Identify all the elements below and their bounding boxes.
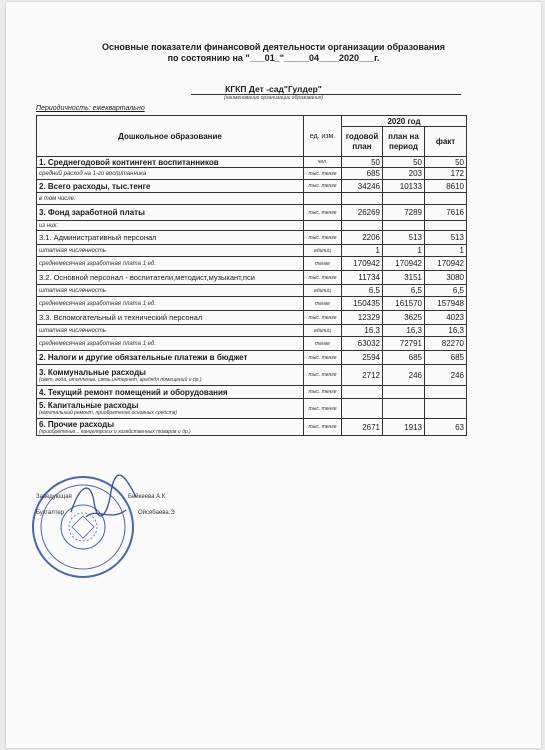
row-value-v1 (342, 221, 383, 231)
row-value-v3: 7616 (425, 205, 467, 221)
row-value-v1: 2594 (342, 351, 383, 365)
accountant-label: Бухгалтер (36, 510, 65, 516)
table-row (37, 419, 467, 436)
row-value-v3: 1 (425, 245, 467, 257)
row-value-v3: 63 (425, 419, 467, 436)
director-name: Бийкеева А.К (128, 494, 166, 500)
row-value-v3 (425, 221, 467, 231)
row-value-v2: 170942 (383, 257, 425, 271)
row-label-text: 1. Среднегодовой контингент воспитанников (39, 157, 219, 167)
row-label (37, 419, 304, 436)
table-row (37, 221, 467, 231)
row-value-v1: 2712 (342, 365, 383, 386)
row-label (37, 297, 304, 311)
row-value-v2: 72791 (383, 337, 425, 351)
row-value-v1: 2671 (342, 419, 383, 436)
document-page (6, 2, 541, 748)
row-label-text: штатная численность (39, 287, 107, 294)
row-unit: тыс. тенге (304, 351, 342, 365)
table-row (37, 285, 467, 297)
row-value-v3: 16,3 (425, 325, 467, 337)
table-row (37, 168, 467, 180)
row-value-v1: 50 (342, 157, 383, 168)
table-row (37, 257, 467, 271)
row-unit: чел. (304, 157, 342, 168)
row-label (37, 325, 304, 337)
table-row (37, 337, 467, 351)
row-label-text: среднемесячная заработная плата 1 ед. (39, 300, 156, 307)
table-row (37, 297, 467, 311)
row-unit: единиц (304, 285, 342, 297)
row-label-text: средний расход на 1-го воспитанника (39, 170, 147, 177)
header-category: Дошкольное образование (37, 116, 304, 157)
table-row (37, 180, 467, 193)
row-unit: единиц (304, 245, 342, 257)
row-value-v3: 513 (425, 231, 467, 245)
row-value-v2: 16,3 (383, 325, 425, 337)
row-value-v3: 82270 (425, 337, 467, 351)
row-value-v2 (383, 221, 425, 231)
row-value-v2: 7289 (383, 205, 425, 221)
row-value-v2: 3151 (383, 271, 425, 285)
row-unit: тыс. тенге (304, 168, 342, 180)
row-value-v2: 6,5 (383, 285, 425, 297)
row-value-v3 (425, 193, 467, 205)
row-label (37, 386, 304, 399)
row-label-text: 4. Текущий ремонт помещений и оборудования (39, 387, 228, 397)
table-row (37, 205, 467, 221)
row-label-text: среднемесячная заработная плата 1 ед. (39, 340, 156, 347)
row-value-v2: 50 (383, 157, 425, 168)
row-unit: тыс. тенге (304, 365, 342, 386)
row-unit: тыс. тенге (304, 399, 342, 419)
row-value-v2: 1 (383, 245, 425, 257)
row-label-text: 3.3. Вспомогательный и технический персонал (39, 313, 203, 322)
document-title-line1: Основные показатели финансовой деятельности организации образования (101, 42, 446, 52)
row-sublabel: (капитальный ремонт, приобретение основных средств) (39, 410, 178, 416)
row-value-v1: 1 (342, 245, 383, 257)
table-row (37, 231, 467, 245)
row-label (37, 337, 304, 351)
handwritten-signature (66, 472, 146, 532)
row-label-text: 3.1. Административный персонал (39, 233, 157, 242)
header-plan-year: годовой план (342, 127, 383, 157)
table-row (37, 271, 467, 285)
row-sublabel: (свет, вода, отопление, связь,интернет, аредндя помещений и др.) (39, 376, 202, 383)
row-value-v1: 2206 (342, 231, 383, 245)
row-unit: тыс. тенге (304, 180, 342, 193)
table-row (37, 351, 467, 365)
row-value-v2: 10133 (383, 180, 425, 193)
header-unit: ед. изм. (304, 116, 342, 157)
director-label: Заведующая (36, 494, 72, 500)
row-unit (304, 221, 342, 231)
row-value-v3: 3080 (425, 271, 467, 285)
row-value-v3: 50 (425, 157, 467, 168)
row-label (37, 221, 304, 231)
row-label-text: 2. Налоги и другие обязательные платежи в бюджет (39, 353, 248, 362)
row-value-v2: 3625 (383, 311, 425, 325)
row-value-v2: 1913 (383, 419, 425, 436)
row-label (37, 271, 304, 285)
row-label-text: из них: (39, 222, 59, 229)
row-label (37, 168, 304, 180)
row-value-v1: 26269 (342, 205, 383, 221)
row-value-v3: 4023 (425, 311, 467, 325)
document-title-line2: по состоянию на "___01_"_____04____2020___г. (167, 53, 380, 63)
row-label-text: 2. Всего расходы, тыс.тенге (39, 181, 151, 191)
row-label (37, 285, 304, 297)
table-row (37, 157, 467, 168)
row-label (37, 245, 304, 257)
row-value-v3: 170942 (425, 257, 467, 271)
row-value-v3: 246 (425, 365, 467, 386)
row-value-v2: 685 (383, 351, 425, 365)
table-row (37, 386, 467, 399)
row-unit: тенге (304, 337, 342, 351)
row-value-v1 (342, 386, 383, 399)
row-unit: тыс. тенге (304, 311, 342, 325)
row-unit: тыс. тенге (304, 205, 342, 221)
row-label (37, 311, 304, 325)
row-value-v2 (383, 386, 425, 399)
row-value-v3 (425, 386, 467, 399)
row-label-text: штатная численность (39, 247, 107, 254)
row-label (37, 257, 304, 271)
row-label-text: среднемесячная заработная плата 1 ед. (39, 260, 156, 267)
row-unit: тенге (304, 297, 342, 311)
header-year: 2020 год (342, 116, 467, 127)
row-label (37, 351, 304, 365)
row-label-text: 3.2. Основной персонал - воспитатели,методист,музыкант,пси (39, 273, 255, 282)
periodicity-label: Периодичность: ежеквартально (36, 105, 145, 112)
row-value-v1: 11734 (342, 271, 383, 285)
row-label-text: 6. Прочие расходы (39, 419, 115, 429)
table-row (37, 399, 467, 419)
row-value-v1 (342, 193, 383, 205)
table-row (37, 325, 467, 337)
row-unit: единиц (304, 325, 342, 337)
row-label (37, 399, 304, 419)
row-value-v2 (383, 193, 425, 205)
row-value-v1: 170942 (342, 257, 383, 271)
row-value-v1: 12329 (342, 311, 383, 325)
row-label (37, 365, 304, 386)
table-row (37, 245, 467, 257)
row-unit: тыс. тенге (304, 386, 342, 399)
row-unit: тыс. тенге (304, 271, 342, 285)
row-value-v1: 16,3 (342, 325, 383, 337)
row-value-v2 (383, 399, 425, 419)
row-unit: тенге (304, 257, 342, 271)
row-label-text: в том числе: (39, 195, 76, 202)
row-value-v1: 150435 (342, 297, 383, 311)
row-value-v3: 685 (425, 351, 467, 365)
row-value-v3: 6,5 (425, 285, 467, 297)
table-row (37, 193, 467, 205)
header-fact: факт (425, 127, 467, 157)
row-label (37, 157, 304, 168)
table-row (37, 365, 467, 386)
row-value-v3: 172 (425, 168, 467, 180)
row-label-text: штатная численность (39, 327, 107, 334)
row-value-v3: 8610 (425, 180, 467, 193)
row-value-v1: 34246 (342, 180, 383, 193)
financial-indicators-table (36, 115, 467, 436)
header-plan-period: план на период (383, 127, 425, 157)
organization-name: КГКП Дет -сад"Гулдер" (225, 84, 322, 94)
row-unit (304, 193, 342, 205)
row-label-text: 5. Капитальные расходы (39, 401, 139, 410)
row-value-v3: 157948 (425, 297, 467, 311)
row-unit: тыс. тенге (304, 231, 342, 245)
row-label-text: 3. Фонд заработной платы (39, 208, 145, 217)
row-value-v2: 161570 (383, 297, 425, 311)
table-row (37, 311, 467, 325)
row-sublabel: (приобретение... канцелярских и хозяйственных товаров и др.) (39, 428, 191, 435)
accountant-name: Ойсебаева.Э (138, 510, 175, 516)
row-label (37, 193, 304, 205)
row-value-v1 (342, 399, 383, 419)
row-value-v2: 246 (383, 365, 425, 386)
row-label (37, 231, 304, 245)
row-value-v2: 203 (383, 168, 425, 180)
row-value-v1: 685 (342, 168, 383, 180)
row-unit: тыс. тенге (304, 419, 342, 436)
row-value-v1: 63032 (342, 337, 383, 351)
row-label-text: 3. Коммунальные расходы (39, 367, 146, 377)
organization-caption: (наименование организации образования) (223, 95, 324, 101)
row-value-v3 (425, 399, 467, 419)
row-value-v2: 513 (383, 231, 425, 245)
row-label (37, 180, 304, 193)
row-value-v1: 6,5 (342, 285, 383, 297)
row-label (37, 205, 304, 221)
